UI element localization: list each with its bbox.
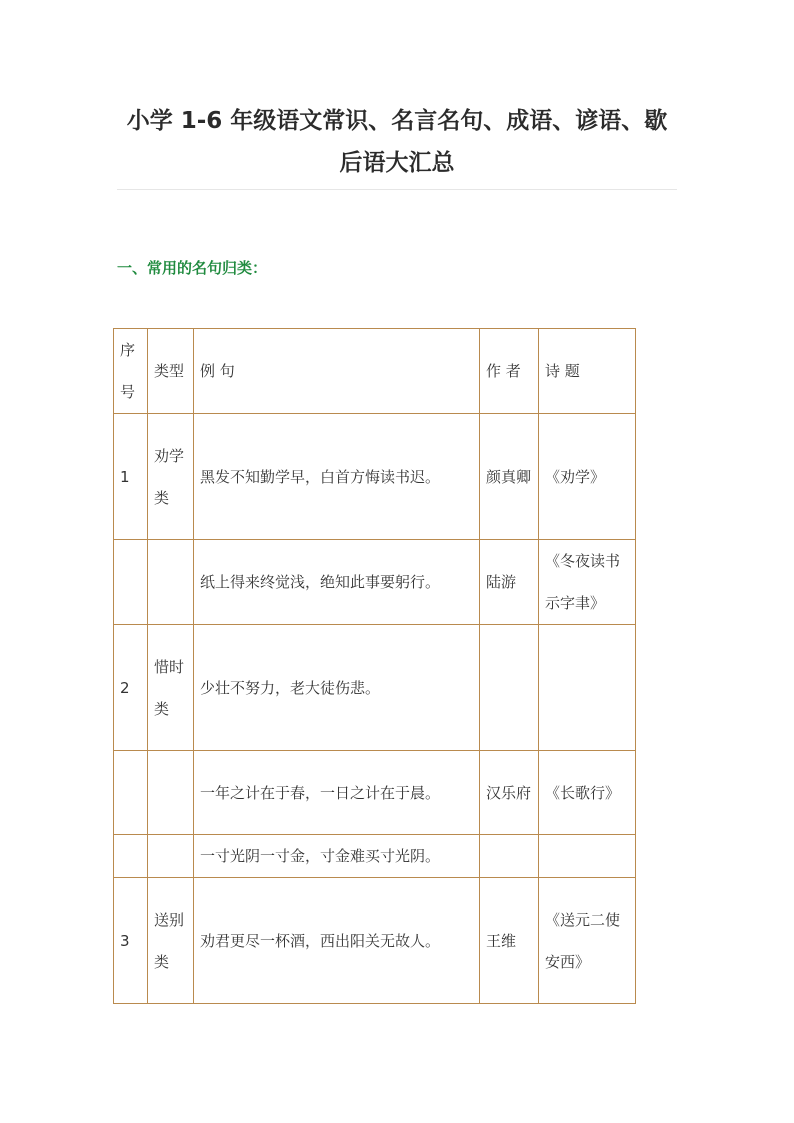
row-author: 陆游 (480, 540, 539, 625)
row-sentence: 少壮不努力，老大徒伤悲。 (194, 625, 480, 751)
quotes-table (113, 328, 636, 1004)
table-row (114, 751, 636, 835)
row-no: 1 (114, 414, 148, 540)
row-type: 送别类 (148, 878, 194, 1004)
row-poem (539, 625, 636, 751)
row-no: 2 (114, 625, 148, 751)
table-row (114, 625, 636, 751)
row-author (480, 625, 539, 751)
header-no: 序号 (114, 329, 148, 414)
row-type: 惜时类 (148, 625, 194, 751)
row-type (148, 751, 194, 835)
table-row (114, 835, 636, 878)
row-author: 颜真卿 (480, 414, 539, 540)
row-no (114, 835, 148, 878)
header-sentence: 例 句 (194, 329, 480, 414)
row-poem (539, 835, 636, 878)
row-sentence: 一寸光阴一寸金，寸金难买寸光阴。 (194, 835, 480, 878)
row-poem: 《冬夜读书示字聿》 (539, 540, 636, 625)
header-poem: 诗 题 (539, 329, 636, 414)
row-author: 王维 (480, 878, 539, 1004)
table-row (114, 878, 636, 1004)
row-no (114, 540, 148, 625)
row-poem: 《送元二使安西》 (539, 878, 636, 1004)
row-sentence: 纸上得来终觉浅，绝知此事要躬行。 (194, 540, 480, 625)
table-header-row (114, 329, 636, 414)
row-sentence: 劝君更尽一杯酒，西出阳关无故人。 (194, 878, 480, 1004)
row-type (148, 835, 194, 878)
row-sentence: 一年之计在于春，一日之计在于晨。 (194, 751, 480, 835)
row-type: 劝学类 (148, 414, 194, 540)
row-poem: 《劝学》 (539, 414, 636, 540)
row-author: 汉乐府 (480, 751, 539, 835)
row-no (114, 751, 148, 835)
document-title: 小学 1-6 年级语文常识、名言名句、成语、谚语、歇后语大汇总 (126, 108, 668, 176)
row-author (480, 835, 539, 878)
table-row (114, 540, 636, 625)
title-divider (117, 189, 677, 190)
section-heading: 一、常用的名句归类： (117, 259, 268, 277)
row-type (148, 540, 194, 625)
row-sentence: 黑发不知勤学早，白首方悔读书迟。 (194, 414, 480, 540)
row-poem: 《长歌行》 (539, 751, 636, 835)
table-row (114, 414, 636, 540)
row-no: 3 (114, 878, 148, 1004)
header-type: 类型 (148, 329, 194, 414)
header-author: 作 者 (480, 329, 539, 414)
